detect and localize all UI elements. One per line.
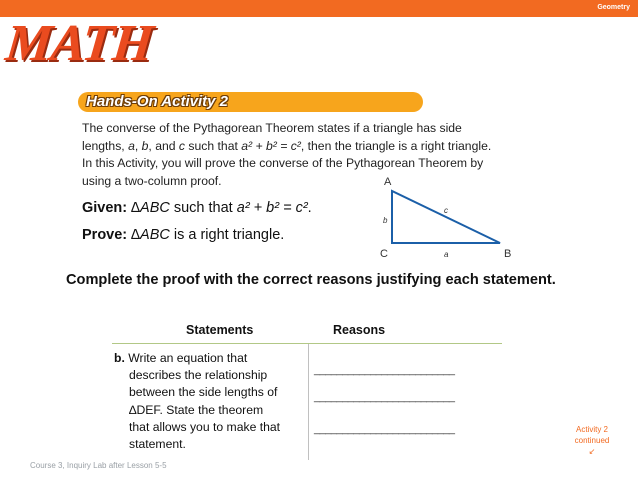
reason-blank-2[interactable]: _________________________ bbox=[314, 391, 455, 403]
pythagorean-equation: a² + b² = c² bbox=[241, 138, 301, 153]
statement-line: describes the relationship bbox=[129, 368, 268, 383]
math-logo: MATH bbox=[3, 15, 156, 72]
activity-header bbox=[78, 92, 423, 112]
course-footer: Course 3, Inquiry Lab after Lesson 5-5 bbox=[30, 461, 167, 470]
given-triangle: ∆ABC bbox=[131, 200, 170, 216]
intro-line-1: The converse of the Pythagorean Theorem states if a triangle has side bbox=[82, 121, 462, 135]
intro-text: such that bbox=[185, 138, 242, 153]
intro-text: , bbox=[134, 138, 142, 153]
prove-triangle: ∆ABC bbox=[131, 227, 170, 243]
vertex-C: C bbox=[380, 248, 388, 260]
right-triangle-diagram bbox=[362, 171, 522, 263]
intro-text: , and bbox=[148, 138, 179, 153]
var-b: b bbox=[141, 138, 149, 153]
reason-blank-3[interactable]: _________________________ bbox=[314, 423, 455, 435]
given-label: Given: bbox=[82, 200, 128, 216]
side-b-label: b bbox=[383, 216, 388, 225]
arrow-icon: ↙ bbox=[588, 447, 596, 456]
statement-marker: b. bbox=[114, 351, 125, 365]
statement-row bbox=[114, 350, 310, 367]
intro-line-4: using a two-column proof. bbox=[82, 173, 222, 188]
instruction-text: Complete the proof with the correct reasons justifying each statement. bbox=[66, 272, 556, 288]
statement-line: statement. bbox=[129, 437, 186, 452]
prove-text: is a right triangle. bbox=[169, 227, 285, 243]
side-a-label: a bbox=[444, 250, 449, 259]
statement-line: ∆DEF. State the theorem bbox=[129, 402, 264, 417]
activity-note-line-2: continued bbox=[574, 436, 610, 445]
statements-header: Statements bbox=[186, 323, 254, 337]
subject-label: Geometry bbox=[597, 4, 630, 11]
intro-line-3: In this Activity, you will prove the converse of the Pythagorean Theorem by bbox=[82, 156, 484, 170]
intro-text: , then the triangle is a right triangle. bbox=[300, 138, 492, 153]
reason-blank-1[interactable]: _________________________ bbox=[314, 364, 455, 376]
prove-label: Prove: bbox=[82, 227, 128, 243]
triangle-shape bbox=[392, 191, 500, 243]
var-a: a bbox=[128, 138, 135, 153]
vertex-B: B bbox=[504, 248, 512, 260]
statement-line: between the side lengths of bbox=[129, 385, 278, 400]
given-statement bbox=[82, 200, 312, 216]
vertex-A: A bbox=[384, 176, 392, 188]
var-c: c bbox=[178, 138, 186, 153]
prove-statement bbox=[82, 227, 284, 243]
reasons-header: Reasons bbox=[333, 323, 386, 337]
statement-line: Write an equation that bbox=[128, 351, 248, 365]
given-text: such that bbox=[169, 200, 237, 216]
activity-continued-note[interactable] bbox=[560, 424, 624, 457]
table-header-rule bbox=[112, 343, 502, 344]
statement-line: that allows you to make that bbox=[129, 419, 281, 434]
activity-title: Hands-On Activity 2 bbox=[86, 93, 228, 110]
side-c-label: c bbox=[444, 206, 448, 215]
intro-line-2 bbox=[82, 138, 562, 156]
statement-b bbox=[114, 350, 310, 453]
activity-note-line-1: Activity 2 bbox=[575, 425, 608, 434]
given-equation: a² + b² = c² bbox=[236, 200, 308, 216]
given-end: . bbox=[307, 200, 312, 216]
intro-text: lengths, bbox=[82, 138, 129, 153]
